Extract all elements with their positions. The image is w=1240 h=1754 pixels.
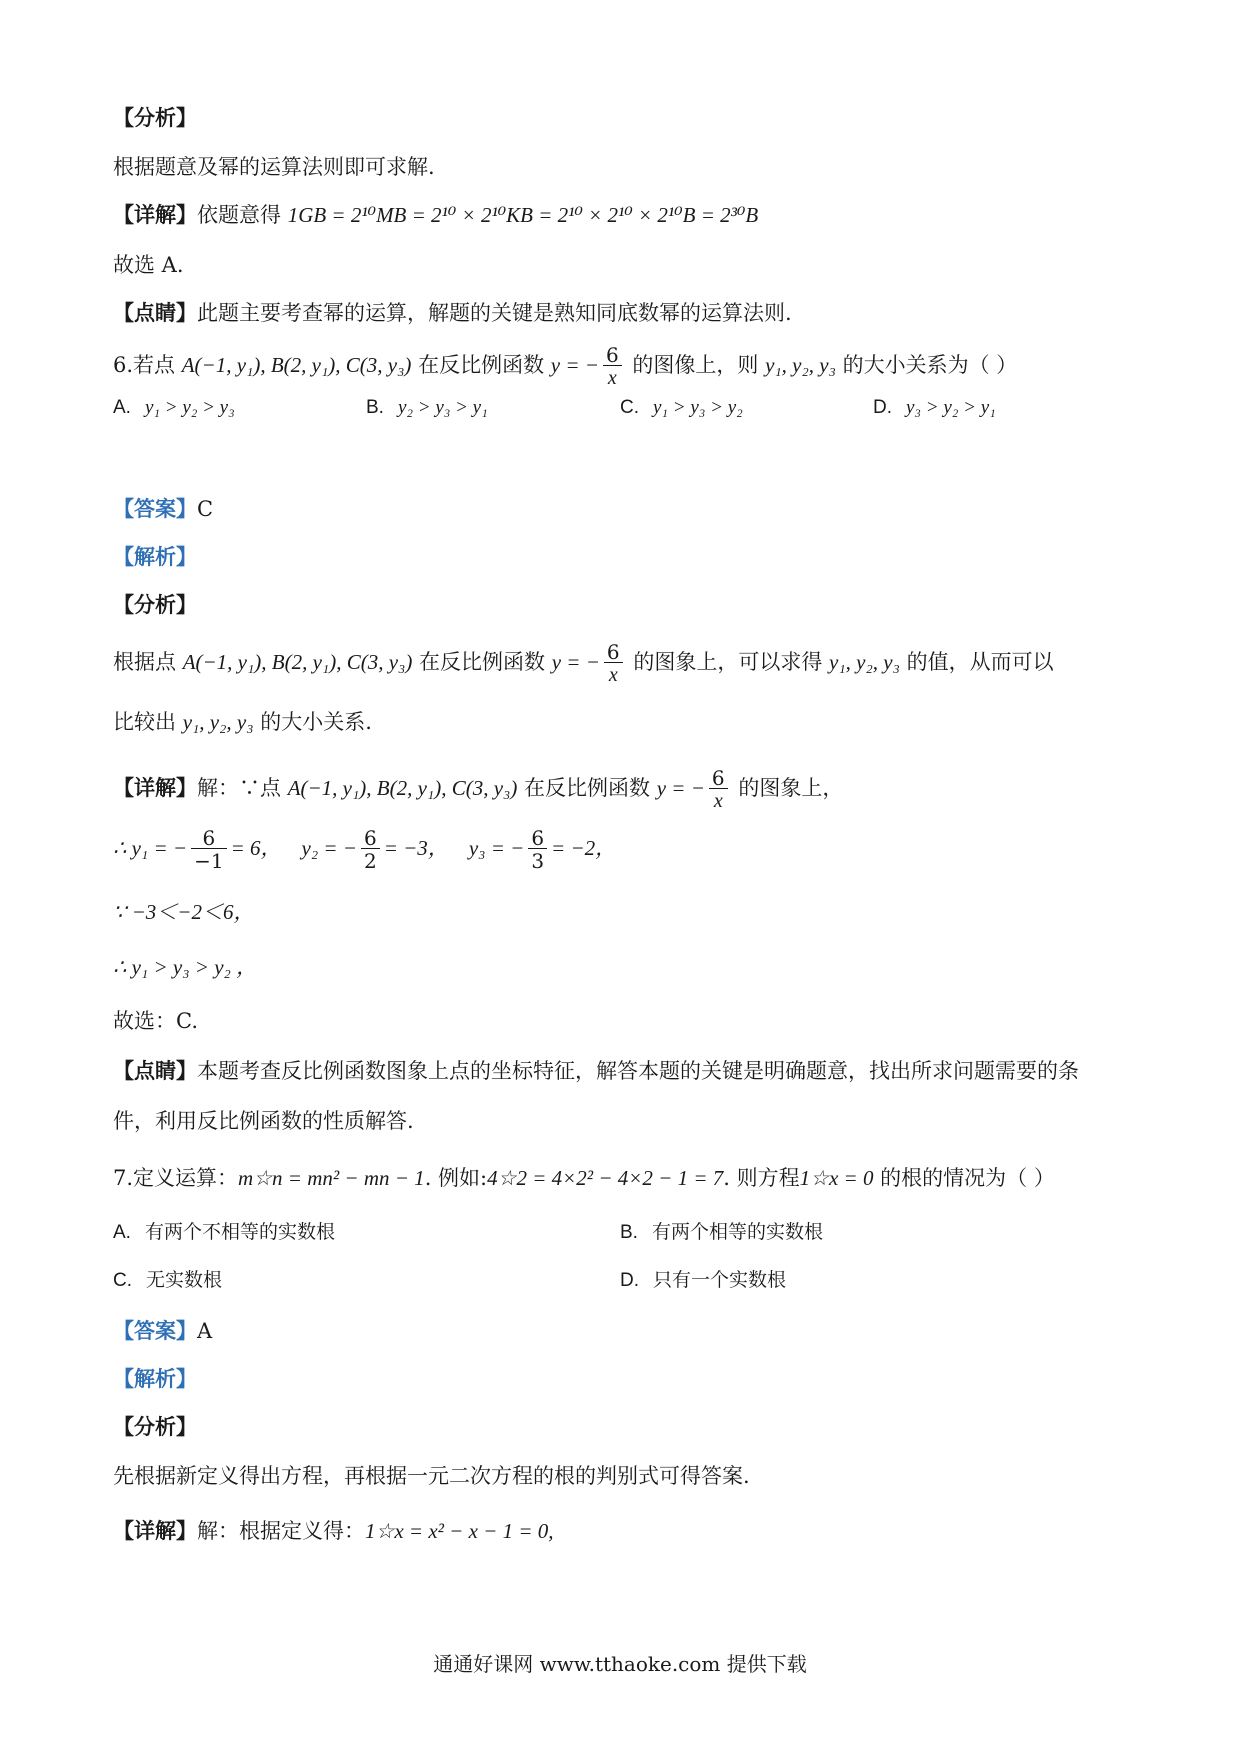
fraction-denominator: x [603, 365, 622, 388]
answer-tag: 【答案】 [113, 496, 197, 521]
q6-analysis-line2-end: 的大小关系. [260, 710, 372, 734]
calc-y1-fraction [191, 828, 226, 871]
q5-detail [113, 200, 758, 230]
option-text: 有两个相等的实数根 [651, 1221, 823, 1243]
q6-option-d [873, 393, 996, 422]
option-letter: D. [620, 1270, 639, 1291]
q7-option-d [620, 1266, 786, 1295]
q5-analysis-text: 根据题意及幂的运算法则即可求解. [113, 155, 435, 179]
q6-analysis-func-text: 在反比例函数 [419, 650, 546, 674]
option-letter: B. [366, 397, 384, 418]
calc-y3-result: = −2， [551, 836, 617, 860]
option-text: 只有一个实数根 [653, 1269, 787, 1291]
analysis-tag: 【分析】 [113, 1414, 197, 1439]
q6-choice: 故选：C. [113, 1009, 198, 1033]
q7-stem-equation-prefix: . 则方程 [723, 1166, 800, 1190]
q6-analysis-end: 的值，从而可以 [906, 650, 1054, 674]
q7-option-c [113, 1266, 222, 1295]
q6-detail-points: A(−1, y₁), B(2, y₁), C(3, y₃) [287, 776, 518, 800]
fraction-numerator: 6 [605, 343, 619, 367]
option-letter: D. [873, 397, 892, 418]
q6-detail-func-text: 在反比例函数 [524, 776, 651, 800]
q6-detail [113, 763, 843, 813]
fraction-denominator: −1 [191, 848, 226, 871]
fraction-numerator: 6 [531, 826, 545, 850]
q6-func-fraction [603, 345, 622, 388]
q7-stem-prefix: 7.定义运算： [113, 1166, 239, 1190]
q6-analysis-line2-prefix: 比较出 [113, 710, 176, 734]
detail-formula: 1☆x = x² − x − 1 = 0, [365, 1519, 554, 1543]
q6-analysis-prefix: 根据点 [113, 650, 176, 674]
q6-analysis-points: A(−1, y₁), B(2, y₁), C(3, y₃) [182, 650, 413, 674]
solution-tag: 【解析】 [113, 1366, 197, 1391]
fraction-numerator: 6 [711, 766, 725, 790]
q5-comment [113, 298, 792, 328]
q5-analysis-heading [113, 103, 197, 133]
q6-comment-line1 [113, 1056, 1079, 1086]
q7-option-a [113, 1218, 335, 1247]
detail-formula: 1GB = 2¹⁰MB = 2¹⁰ × 2¹⁰KB = 2¹⁰ × 2¹⁰ × 2¹⁰B = 2³⁰B [287, 203, 759, 227]
q6-detail-fraction [709, 768, 728, 811]
option-letter: B. [620, 1222, 638, 1243]
option-letter: A. [113, 397, 131, 418]
q6-option-b [366, 393, 488, 422]
fraction-denominator: x [709, 788, 728, 811]
calc-y2-result: = −3， [383, 836, 449, 860]
calc-y3-fraction [528, 828, 547, 871]
q6-comment-line2: 件，利用反比例函数的性质解答. [113, 1109, 414, 1133]
comment-text: 本题考查反比例函数图象上点的坐标特征，解答本题的关键是明确题意，找出所求问题需要的条 [197, 1059, 1079, 1083]
answer-tag: 【答案】 [113, 1318, 197, 1343]
q6-stem-prefix: 6.若点 [113, 353, 176, 377]
answer-value: C [197, 497, 214, 521]
answer-value: A [197, 1319, 213, 1343]
q7-analysis-heading [113, 1412, 197, 1442]
option-text: y₂ > y₃ > y₁ [397, 397, 488, 418]
q7-option-b [620, 1218, 823, 1247]
calc-y2-fraction [361, 828, 380, 871]
option-text: 有两个不相等的实数根 [144, 1221, 335, 1243]
q6-analysis-vars: y₁, y₂, y₃ [829, 650, 900, 674]
analysis-tag: 【分析】 [113, 105, 197, 130]
detail-tag: 【详解】 [113, 1518, 197, 1543]
q7-stem-example: 4☆2 = 4×2² − 4×2 − 1 = 7 [487, 1166, 724, 1190]
detail-tag: 【详解】 [113, 202, 197, 227]
option-letter: C. [620, 397, 639, 418]
q7-answer [113, 1316, 212, 1346]
q6-analysis-line2-vars: y₁, y₂, y₃ [182, 710, 254, 734]
q6-option-c [620, 393, 743, 422]
q6-solution-heading [113, 542, 197, 572]
option-text: y₁ > y₂ > y₃ [144, 397, 235, 418]
q6-detail-func-lhs: y = − [656, 776, 705, 800]
q7-solution-heading [113, 1364, 197, 1394]
q6-conclusion: ∴ y₁ > y₃ > y₂ ， [113, 955, 258, 979]
comment-tag: 【点睛】 [113, 1058, 197, 1083]
q6-option-a [113, 393, 235, 422]
calc-y3-lhs: y₃ = − [468, 836, 525, 860]
calc-y1-result: = 6， [230, 836, 282, 860]
option-text: y₁ > y₃ > y₂ [653, 397, 743, 418]
q6-stem-vars: y₁, y₂, y₃ [765, 353, 836, 377]
q7-detail [113, 1516, 554, 1546]
q7-stem-def: m☆n = mn² − mn − 1 [238, 1166, 425, 1190]
solution-tag: 【解析】 [113, 544, 197, 569]
q6-stem [113, 340, 1017, 390]
comment-tag: 【点睛】 [113, 300, 197, 325]
q6-answer [113, 494, 213, 524]
q6-analysis-line1 [113, 637, 1054, 687]
q6-analysis-mid: 的图象上，可以求得 [633, 650, 823, 674]
q6-analysis-fraction [604, 642, 623, 685]
fraction-denominator: x [604, 662, 623, 685]
fraction-numerator: 6 [363, 826, 377, 850]
calc-y1-lhs: ∴ y₁ = − [113, 836, 188, 860]
q6-stem-points: A(−1, y₁), B(2, y₁), C(3, y₃) [181, 353, 412, 377]
q7-stem [113, 1163, 1055, 1193]
q6-analysis-heading [113, 590, 197, 620]
q5-choice: 故选 A. [113, 253, 184, 277]
page-footer: 通通好课网 www.tthaoke.com 提供下载 [433, 1652, 807, 1676]
q6-calculations [113, 823, 616, 873]
fraction-numerator: 6 [202, 826, 216, 850]
q7-analysis-text: 先根据新定义得出方程，再根据一元二次方程的根的判别式可得答案. [113, 1464, 750, 1488]
detail-text: 解：根据定义得： [197, 1519, 365, 1543]
q7-stem-example-prefix: . 例如: [424, 1166, 488, 1190]
fraction-denominator: 3 [528, 848, 547, 871]
fraction-denominator: 2 [361, 848, 380, 871]
q7-stem-end: 的根的情况为（ ） [880, 1166, 1055, 1190]
q6-stem-end: 的大小关系为（ ） [842, 353, 1018, 377]
detail-text: 依题意得 [197, 203, 281, 227]
analysis-tag: 【分析】 [113, 592, 197, 617]
q6-analysis-line2 [113, 707, 372, 737]
option-text: y₃ > y₂ > y₁ [906, 397, 996, 418]
q6-analysis-func-lhs: y = − [551, 650, 600, 674]
q6-stem-suffix: 的图像上，则 [632, 353, 759, 377]
option-letter: A. [113, 1222, 131, 1243]
detail-tag: 【详解】 [113, 775, 197, 800]
q6-detail-end: 的图象上， [738, 776, 844, 800]
q7-stem-equation: 1☆x = 0 [799, 1166, 874, 1190]
option-text: 无实数根 [146, 1269, 223, 1291]
q6-func-lhs: y = − [550, 353, 599, 377]
calc-y2-lhs: y₂ = − [301, 836, 357, 860]
comment-text: 此题主要考查幂的运算，解题的关键是熟知同底数幂的运算法则. [197, 301, 792, 325]
q6-compare: ∵ −3＜−2＜6， [113, 900, 255, 924]
q6-detail-prefix: 解：∵点 [197, 776, 281, 800]
option-letter: C. [113, 1270, 132, 1291]
fraction-numerator: 6 [606, 640, 620, 664]
q6-stem-mid: 在反比例函数 [418, 353, 545, 377]
